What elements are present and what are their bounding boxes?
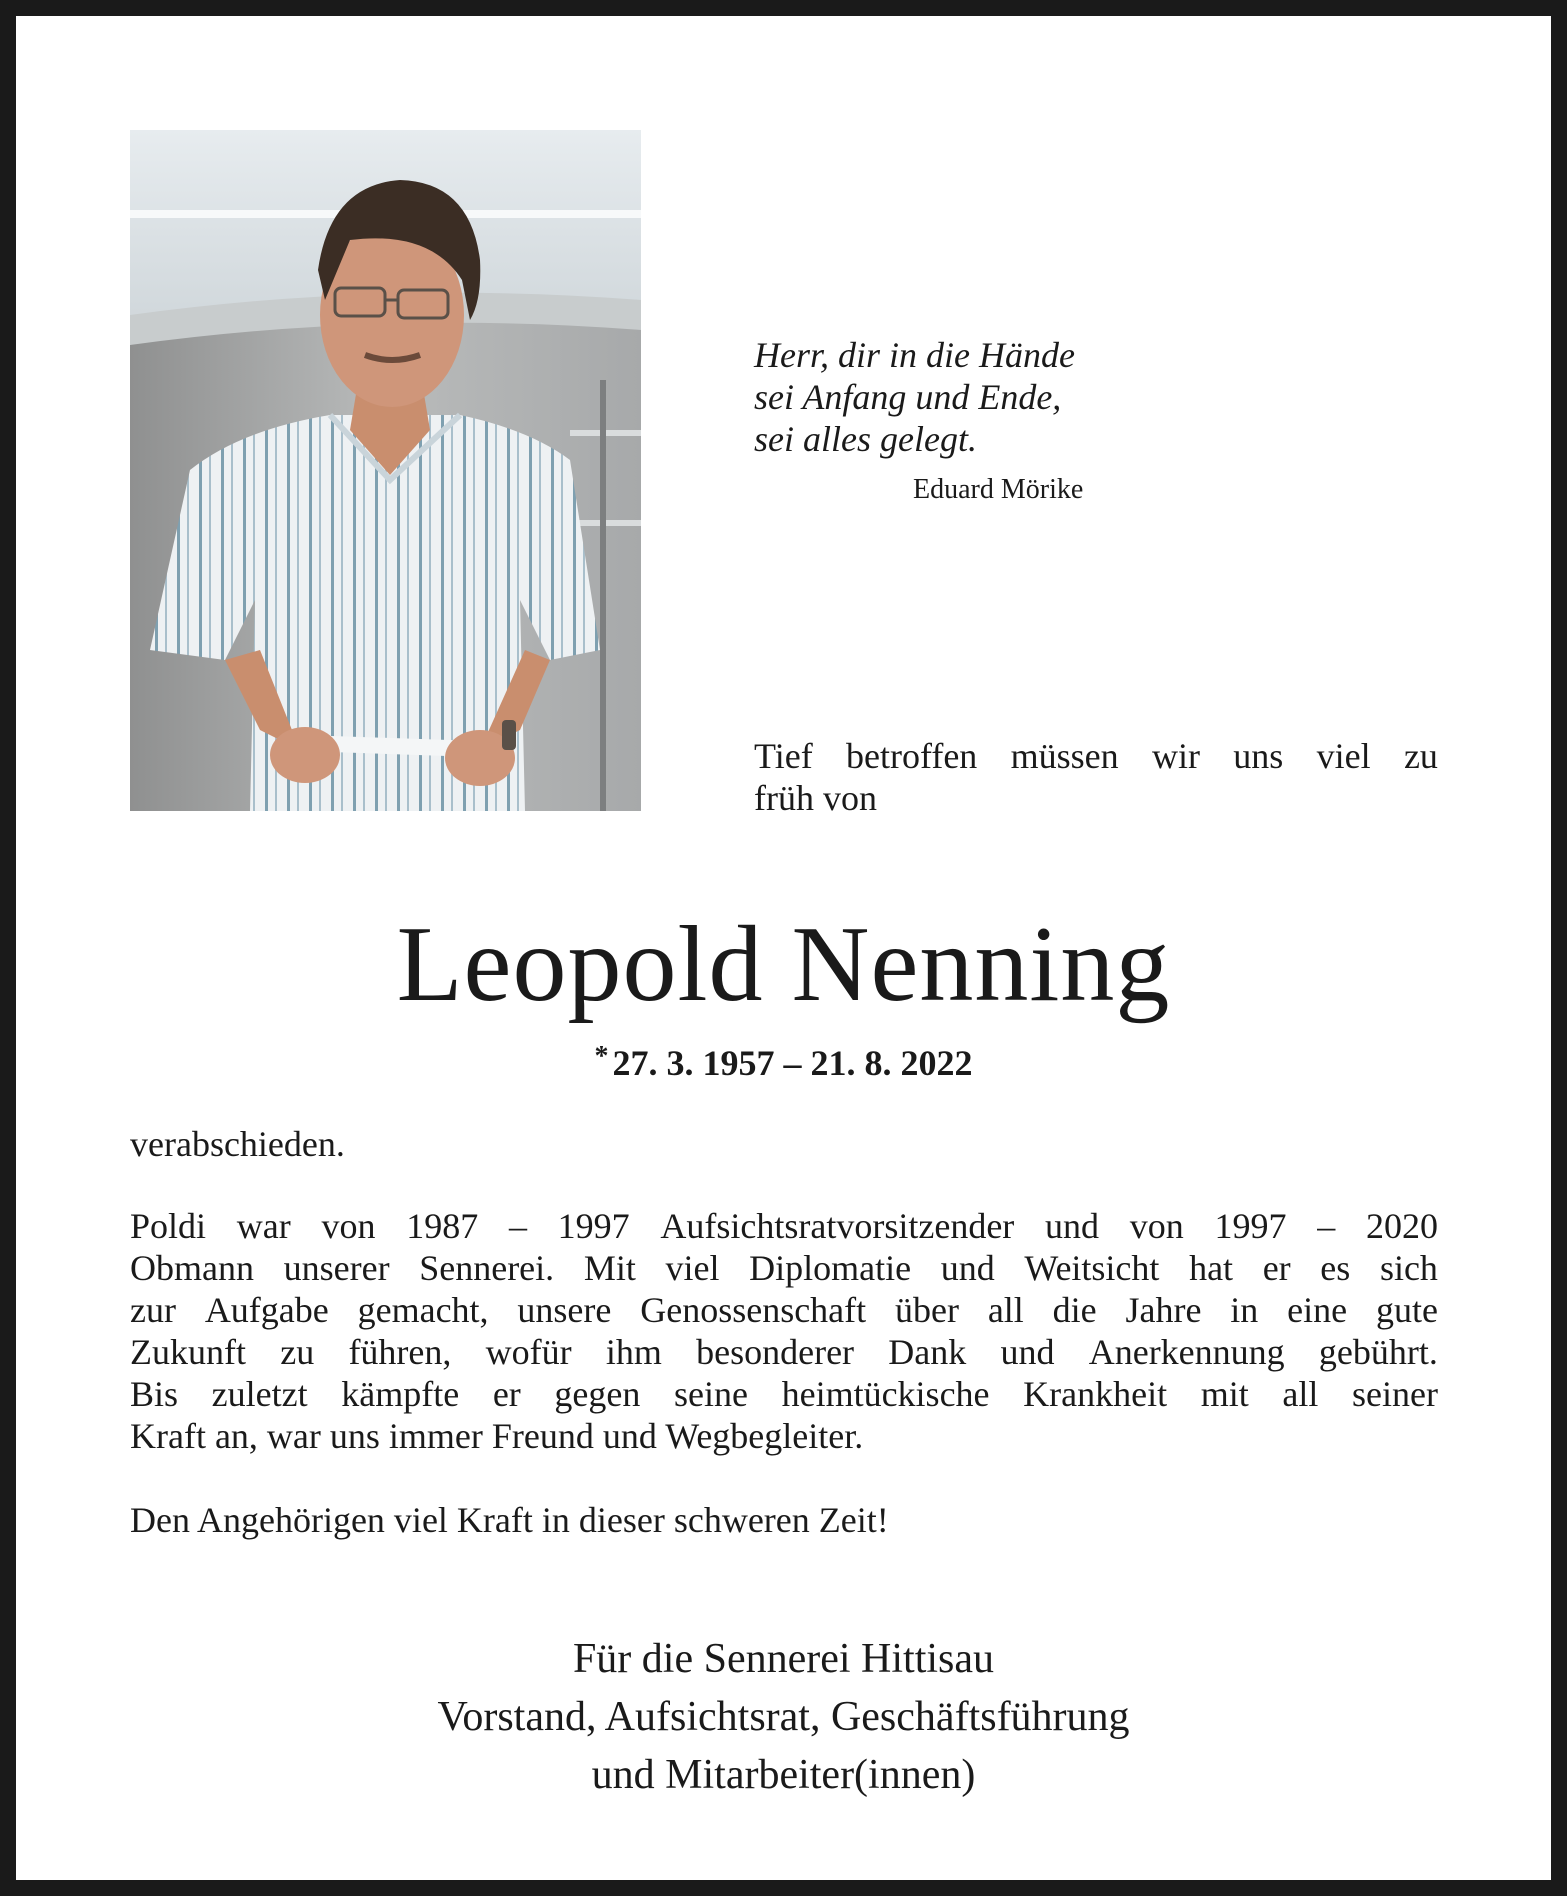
body-word: seiner: [1351, 1374, 1438, 1414]
body-word: unserer: [283, 1248, 390, 1288]
body-word: kämpfte: [341, 1374, 460, 1414]
body-word: eine: [1287, 1290, 1348, 1330]
body-word: zu: [280, 1332, 315, 1372]
body-word: Aufsichtsratvorsitzender: [660, 1206, 1015, 1246]
quote-line: sei alles gelegt.: [754, 419, 977, 459]
body-line: [130, 1331, 1438, 1373]
intro-word: betroffen: [846, 736, 978, 776]
body-word: in: [1230, 1290, 1259, 1330]
body-word: Bis: [130, 1374, 179, 1414]
body-word: –: [508, 1206, 527, 1246]
intro-line: früh von: [754, 778, 877, 818]
body-word: hat: [1189, 1248, 1234, 1288]
deceased-name: Leopold Nenning: [396, 905, 1171, 1024]
body-word: 1997: [1214, 1206, 1287, 1246]
intro-word: Tief: [754, 736, 813, 776]
body-word: heimtückische: [781, 1374, 990, 1414]
body-word: sich: [1379, 1248, 1438, 1288]
intro-word: uns: [1233, 736, 1284, 776]
body-word: Zukunft: [130, 1332, 246, 1372]
body-word: Aufgabe: [204, 1290, 329, 1330]
body-word: ihm: [605, 1332, 662, 1372]
body-line: [130, 1205, 1438, 1247]
body-word: die: [1052, 1290, 1097, 1330]
portrait-photo-icon: [130, 130, 641, 811]
birth-marker: *: [594, 1041, 609, 1072]
farewell-text: verabschieden.: [130, 1124, 345, 1164]
body-word: 2020: [1365, 1206, 1438, 1246]
quote-line: Herr, dir in die Hände: [754, 335, 1075, 375]
quote: [754, 334, 1075, 460]
body-word: gute: [1375, 1290, 1438, 1330]
body-word: von: [321, 1206, 376, 1246]
intro-line: [754, 735, 1438, 777]
body-word: viel: [665, 1248, 720, 1288]
quote-line: sei Anfang und Ende,: [754, 377, 1062, 417]
body-line: [130, 1373, 1438, 1415]
body-word: zuletzt: [211, 1374, 308, 1414]
body-word: gemacht,: [357, 1290, 489, 1330]
body-word: Poldi: [130, 1206, 207, 1246]
body-word: Anerkennung: [1088, 1332, 1285, 1372]
body-line: Kraft an, war uns immer Freund und Wegbegleiter.: [130, 1416, 864, 1456]
body-word: all: [1282, 1374, 1319, 1414]
signature-line: Für die Sennerei Hittisau: [572, 1636, 995, 1682]
body-word: über: [895, 1290, 959, 1330]
body-word: Genossenschaft: [640, 1290, 867, 1330]
body-word: seine: [674, 1374, 748, 1414]
portrait-photo: [130, 130, 641, 811]
intro-word: zu: [1403, 736, 1438, 776]
body-word: führen,: [348, 1332, 452, 1372]
body-word: Diplomatie: [749, 1248, 912, 1288]
intro-word: müssen: [1010, 736, 1119, 776]
body-word: Dank: [888, 1332, 967, 1372]
quote-author: Eduard Mörike: [913, 474, 1084, 505]
signature: [0, 1630, 1567, 1804]
body-word: er: [492, 1374, 521, 1414]
body-word: Obmann: [130, 1248, 254, 1288]
body-word: zur: [130, 1290, 176, 1330]
body-word: war: [236, 1206, 291, 1246]
body-line: [130, 1289, 1438, 1331]
body-word: 1997: [557, 1206, 630, 1246]
signature-line: und Mitarbeiter(innen): [591, 1752, 976, 1798]
intro-word: wir: [1151, 736, 1200, 776]
closing-text: Den Angehörigen viel Kraft in dieser schweren Zeit!: [130, 1500, 889, 1540]
body-word: und: [1045, 1206, 1100, 1246]
body-word: er: [1262, 1248, 1291, 1288]
body-line: [130, 1247, 1438, 1289]
body-word: Mit: [583, 1248, 636, 1288]
body-word: Weitsicht: [1024, 1248, 1160, 1288]
body-paragraph: [130, 1205, 1438, 1457]
body-word: und: [940, 1248, 995, 1288]
body-word: mit: [1200, 1374, 1249, 1414]
body-word: und: [1000, 1332, 1055, 1372]
dates-text: 27. 3. 1957 – 21. 8. 2022: [612, 1043, 973, 1083]
body-word: wofür: [485, 1332, 572, 1372]
body-word: Jahre: [1125, 1290, 1202, 1330]
signature-line: Vorstand, Aufsichtsrat, Geschäftsführung: [437, 1694, 1130, 1740]
body-word: gegen: [554, 1374, 641, 1414]
body-word: Sennerei.: [419, 1248, 555, 1288]
body-word: 1987: [406, 1206, 479, 1246]
life-dates: [0, 1035, 1567, 1085]
body-word: all: [987, 1290, 1024, 1330]
body-word: besonderer: [696, 1332, 855, 1372]
body-word: es: [1320, 1248, 1351, 1288]
body-word: –: [1317, 1206, 1336, 1246]
body-word: von: [1129, 1206, 1184, 1246]
body-word: Krankheit: [1023, 1374, 1168, 1414]
body-word: gebührt.: [1318, 1332, 1438, 1372]
intro-text: [754, 735, 1438, 819]
intro-word: viel: [1316, 736, 1371, 776]
body-word: unsere: [517, 1290, 612, 1330]
